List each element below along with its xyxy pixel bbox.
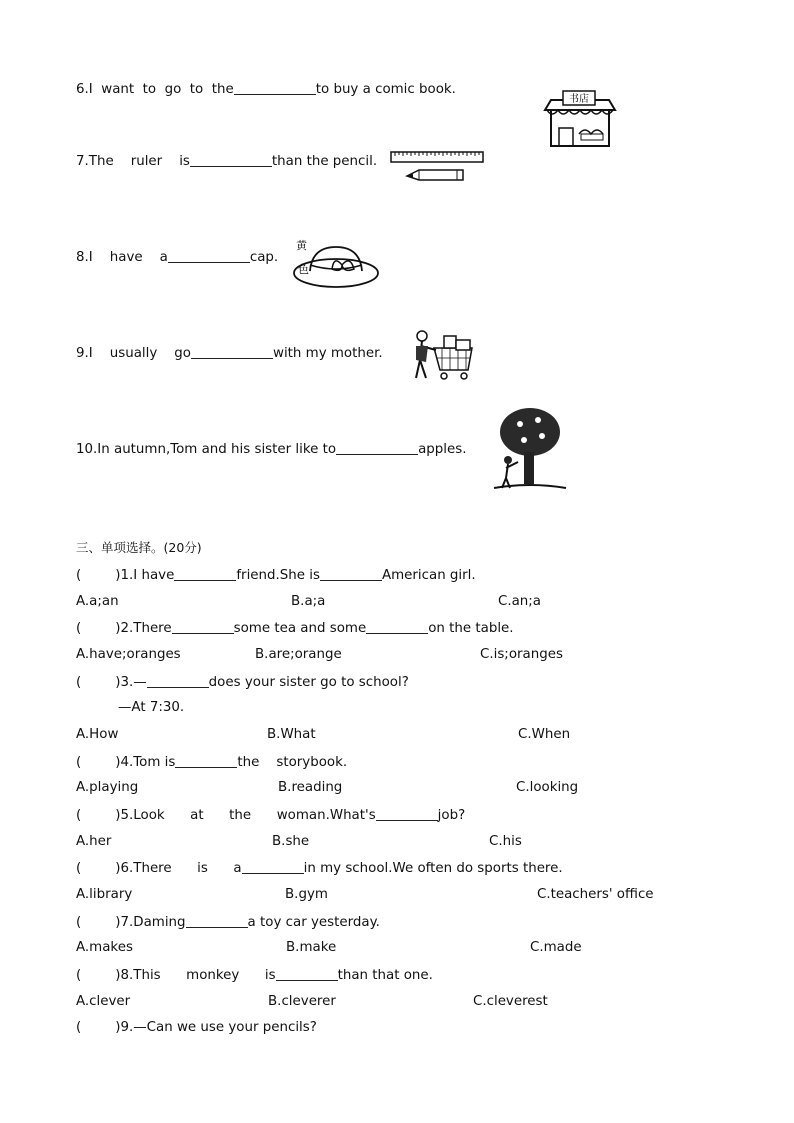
- option-c: C.an;a: [498, 594, 542, 609]
- option-c: C.made: [530, 940, 582, 955]
- answer-blank[interactable]: [186, 914, 248, 928]
- answer-blank[interactable]: [190, 153, 272, 167]
- shopping-cart-icon: [408, 328, 480, 386]
- answer-blank[interactable]: [234, 81, 316, 95]
- option-b: B.cleverer: [268, 994, 336, 1009]
- option-a: A.library: [76, 887, 133, 902]
- option-c: C.teachers' office: [537, 887, 654, 902]
- answer-blank[interactable]: [175, 754, 237, 768]
- option-a: A.playing: [76, 780, 139, 795]
- yellow-cap-icon: [290, 235, 380, 291]
- option-a: A.makes: [76, 940, 133, 955]
- fill-in-6: 6.I want to go to the to buy a comic book.: [76, 82, 456, 97]
- fill-in-9: 9.I usually go with my mother.: [76, 346, 383, 361]
- question-6: ( )6.There is a in my school.We often do sports there.: [76, 861, 563, 876]
- option-b: B.What: [267, 727, 316, 742]
- question-8: ( )8.This monkey is than that one.: [76, 968, 433, 983]
- option-b: B.gym: [285, 887, 328, 902]
- option-c: C.When: [518, 727, 571, 742]
- cap-color-text-1: 黄: [296, 239, 307, 252]
- answer-blank[interactable]: [336, 441, 418, 455]
- option-b: B.a;a: [291, 594, 326, 609]
- option-b: B.reading: [278, 780, 343, 795]
- option-c: C.his: [489, 834, 522, 849]
- answer-blank[interactable]: [276, 967, 338, 981]
- question-5: ( )5.Look at the woman.What's job?: [76, 808, 466, 823]
- answer-blank[interactable]: [376, 807, 438, 821]
- answer-blank[interactable]: [172, 620, 234, 634]
- question-4: ( )4.Tom is the storybook.: [76, 755, 348, 770]
- option-a: A.a;an: [76, 594, 119, 609]
- option-b: B.make: [286, 940, 337, 955]
- fill-in-10: 10.In autumn,Tom and his sister like to apples.: [76, 442, 467, 457]
- option-a: A.clever: [76, 994, 131, 1009]
- option-b: B.she: [272, 834, 310, 849]
- option-c: C.is;oranges: [480, 647, 563, 662]
- answer-blank[interactable]: [168, 249, 250, 263]
- question-3: ( )3.— does your sister go to school?: [76, 675, 409, 690]
- cap-color-text-2: 色: [298, 263, 309, 276]
- question-3-answer-line: —At 7:30.: [118, 700, 185, 715]
- fill-in-7: 7.The ruler is than the pencil.: [76, 154, 378, 169]
- option-a: A.her: [76, 834, 112, 849]
- apple-tree-icon: [490, 406, 568, 492]
- bookstore-icon: [543, 88, 617, 148]
- ruler-pencil-icon: [389, 150, 485, 184]
- answer-blank[interactable]: [366, 620, 428, 634]
- question-9: ( )9.—Can we use your pencils?: [76, 1020, 317, 1035]
- bookstore-sign-text: 书店: [569, 94, 589, 105]
- answer-blank[interactable]: [191, 345, 273, 359]
- answer-blank[interactable]: [147, 674, 209, 688]
- option-b: B.are;orange: [255, 647, 342, 662]
- question-7: ( )7.Daming a toy car yesterday.: [76, 915, 380, 930]
- question-1: ( )1.I have friend.She is American girl.: [76, 568, 476, 583]
- fill-in-8: 8.I have a cap.: [76, 250, 279, 265]
- option-a: A.How: [76, 727, 119, 742]
- answer-blank[interactable]: [242, 860, 304, 874]
- answer-blank[interactable]: [174, 567, 236, 581]
- question-2: ( )2.There some tea and some on the table.: [76, 621, 514, 636]
- option-a: A.have;oranges: [76, 647, 181, 662]
- answer-blank[interactable]: [320, 567, 382, 581]
- option-c: C.cleverest: [473, 994, 548, 1009]
- section-heading: 三、单项选择。(20分): [76, 540, 202, 555]
- option-c: C.looking: [516, 780, 579, 795]
